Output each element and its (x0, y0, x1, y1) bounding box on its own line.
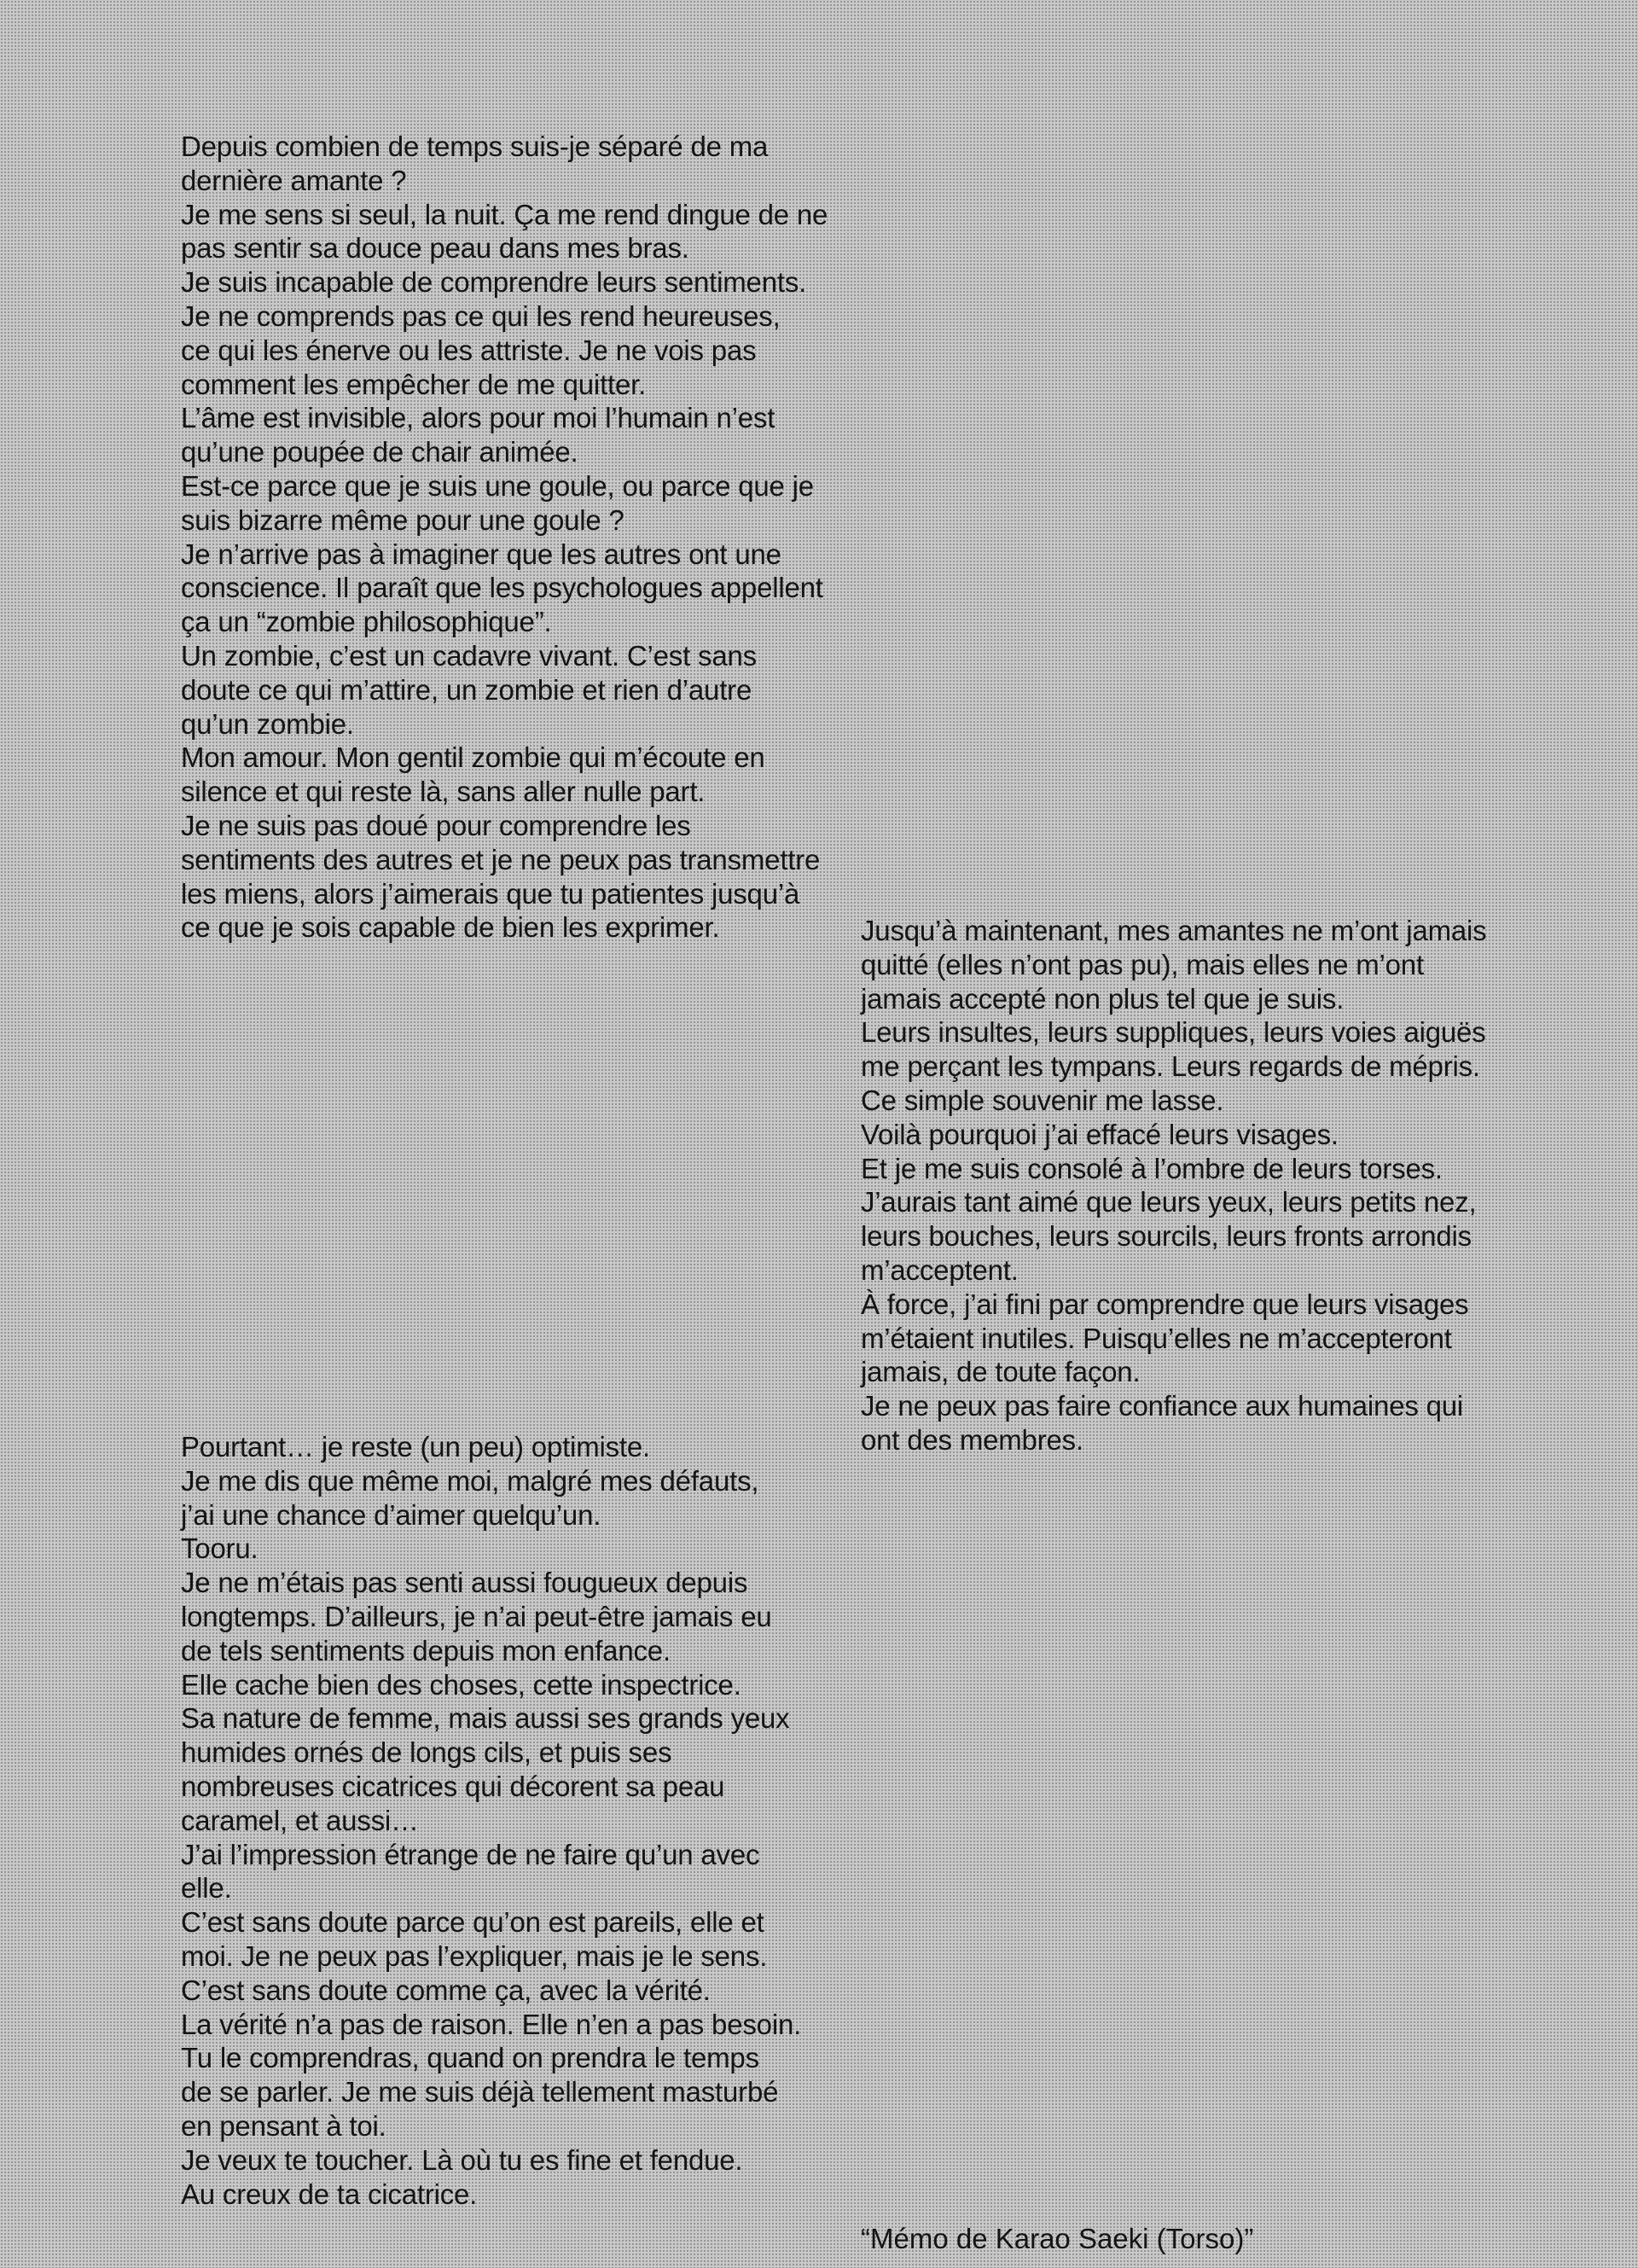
text-line: J’ai l’impression étrange de ne faire qu’un avec (181, 1838, 760, 1870)
text-line: Elle cache bien des choses, cette inspectrice. (181, 1668, 741, 1701)
text-line: Est-ce parce que je suis une goule, ou parce que je (181, 469, 814, 502)
text-line: me perçant les tympans. Leurs regards de mépris. (861, 1050, 1480, 1083)
text-line: ce que je sois capable de bien les exprimer. (181, 911, 720, 944)
text-line: sentiments des autres et je ne peux pas transmettre (181, 843, 821, 875)
text-line: Pourtant… je reste (un peu) optimiste. (181, 1431, 651, 1463)
text-line: qu’un zombie. (181, 707, 354, 740)
text-line: moi. Je ne peux pas l’expliquer, mais je le sens. (181, 1939, 768, 1972)
text-line: Sa nature de femme, mais aussi ses grands yeux (181, 1702, 790, 1735)
text-line: Ce simple souvenir me lasse. (861, 1084, 1224, 1116)
text-line: C’est sans doute comme ça, avec la vérité. (181, 1974, 711, 2006)
text-line: suis bizarre même pour une goule ? (181, 503, 624, 536)
text-line: Au creux de ta cicatrice. (181, 2178, 478, 2210)
text-line: À force, j’ai fini par comprendre que leurs visages (861, 1288, 1469, 1320)
text-line: Je ne comprends pas ce qui les rend heureuses, (181, 299, 781, 332)
text-line: silence et qui reste là, sans aller nulle part. (181, 776, 706, 808)
text-line: doute ce qui m’attire, un zombie et rien d’autre (181, 673, 752, 706)
text-line: Je ne peux pas faire confiance aux humaines qui (861, 1390, 1464, 1422)
text-line: qu’une poupée de chair animée. (181, 436, 578, 468)
text-line: en pensant à toi. (181, 2109, 386, 2142)
text-line: Je ne m’étais pas senti aussi fougueux depuis (181, 1567, 748, 1599)
text-line: les miens, alors j’aimerais que tu patientes jusqu’à (181, 877, 800, 910)
text-line: jamais accepté non plus tel que je suis. (861, 982, 1345, 1015)
text-line: jamais, de toute façon. (861, 1356, 1141, 1388)
text-line: Je ne suis pas doué pour comprendre les (181, 809, 691, 841)
text-line: pas sentir sa douce peau dans mes bras. (181, 232, 689, 265)
text-line: Je n’arrive pas à imaginer que les autres ont une (181, 538, 781, 570)
text-line: Tu le comprendras, quand on prendra le temps (181, 2042, 759, 2074)
text-line: Voilà pourquoi j’ai effacé leurs visages. (861, 1118, 1339, 1150)
text-line: de tels sentiments depuis mon enfance. (181, 1634, 671, 1666)
memo-caption: “Mémo de Karao Saeki (Torso)” (861, 2223, 1254, 2254)
text-block-top-left (181, 130, 828, 945)
text-line: Depuis combien de temps suis-je séparé de ma (181, 131, 769, 162)
text-line: Mon amour. Mon gentil zombie qui m’écoute en (181, 741, 765, 774)
text-line: La vérité n’a pas de raison. Elle n’en a pas besoin. (181, 2008, 802, 2040)
text-line: conscience. Il paraît que les psychologues appellent (181, 572, 823, 604)
text-line: Je suis incapable de comprendre leurs sentiments. (181, 266, 807, 299)
text-line: elle. (181, 1872, 232, 1905)
text-line: Leurs insultes, leurs suppliques, leurs voies aiguës (861, 1016, 1486, 1049)
text-line: Je veux te toucher. Là où tu es fine et fendue. (181, 2143, 743, 2176)
text-line: j’ai une chance d’aimer quelqu’un. (181, 1498, 601, 1531)
text-line: leurs bouches, leurs sourcils, leurs fronts arrondis (861, 1220, 1472, 1253)
text-line: ça un “zombie philosophique”. (181, 606, 552, 638)
text-line: Et je me suis consolé à l’ombre de leurs torses. (861, 1152, 1443, 1184)
text-line: longtemps. D’ailleurs, je n’ai peut-être jamais eu (181, 1600, 772, 1632)
text-line: comment les empêcher de me quitter. (181, 368, 647, 400)
text-line: Tooru. (181, 1532, 258, 1565)
text-line: Un zombie, c’est un cadavre vivant. C’est sans (181, 639, 757, 672)
text-line: quitté (elles n’ont pas pu), mais elles ne m’ont (861, 948, 1424, 980)
text-line: de se parler. Je me suis déjà tellement masturbé (181, 2076, 779, 2108)
text-line: ce qui les énerve ou les attriste. Je ne vois pas (181, 334, 757, 366)
text-line: m’acceptent. (861, 1253, 1019, 1286)
text-line: caramel, et aussi… (181, 1804, 419, 1836)
text-line: dernière amante ? (181, 164, 407, 196)
text-line: C’est sans doute parce qu’on est pareils, elle et (181, 1906, 764, 1939)
text-line: Je me dis que même moi, malgré mes défauts, (181, 1464, 759, 1497)
text-line: J’aurais tant aimé que leurs yeux, leurs petits nez, (861, 1186, 1477, 1218)
text-block-right (861, 914, 1486, 1457)
text-line: m’étaient inutiles. Puisqu’elles ne m’accepteront (861, 1322, 1452, 1354)
text-line: L’âme est invisible, alors pour moi l’humain n’est (181, 402, 775, 434)
text-line: ont des membres. (861, 1423, 1083, 1456)
text-line: humides ornés de longs cils, et puis ses (181, 1736, 672, 1769)
text-line: Je me sens si seul, la nuit. Ça me rend dingue de ne (181, 198, 828, 230)
text-line: nombreuses cicatrices qui décorent sa peau (181, 1770, 725, 1802)
text-block-bottom-left (181, 1430, 801, 2211)
text-line: Jusqu’à maintenant, mes amantes ne m’ont jamais (861, 915, 1487, 946)
